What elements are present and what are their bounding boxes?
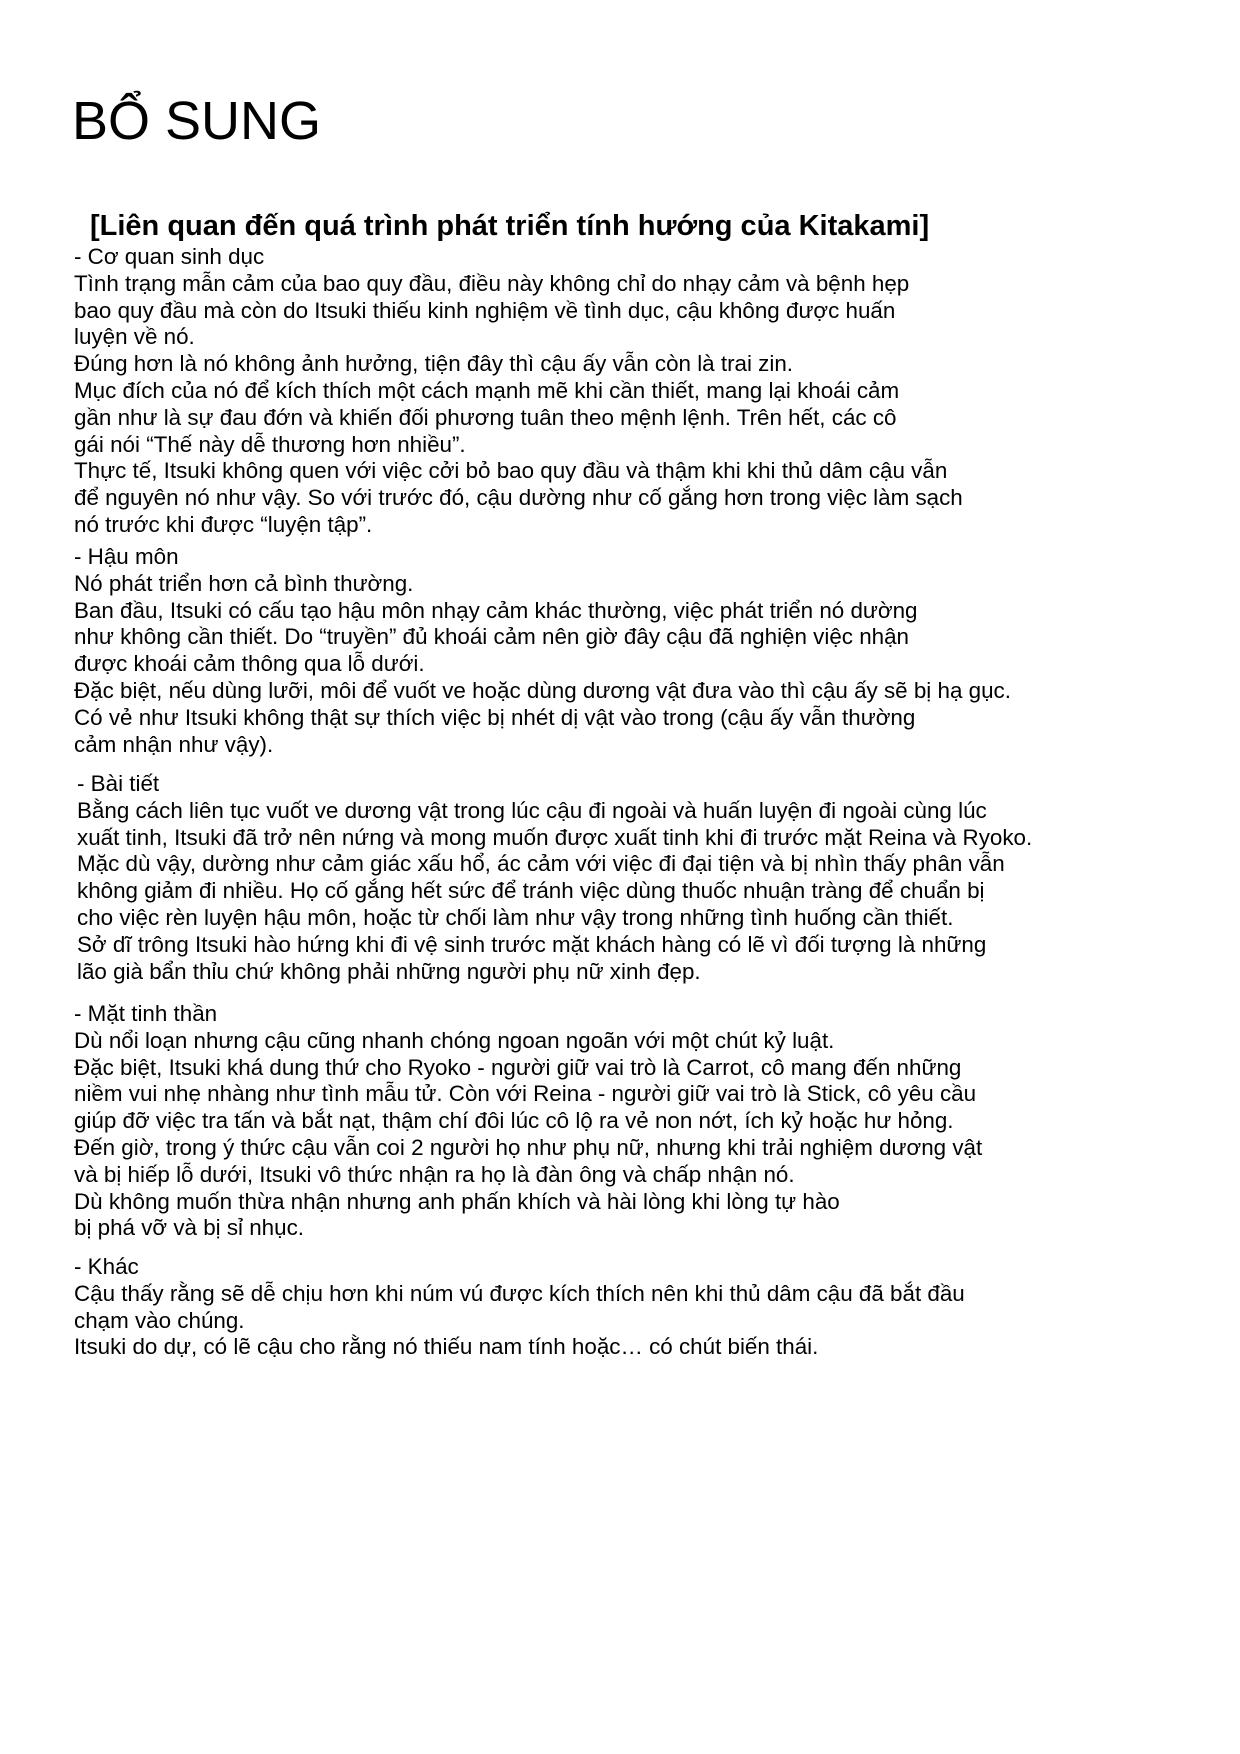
section-heading: - Cơ quan sinh dục: [74, 244, 265, 269]
text-line: gái nói “Thế này dễ thương hơn nhiều”.: [74, 431, 466, 457]
text-line: Đúng hơn là nó không ảnh hưởng, tiện đây thì cậu ấy vẫn còn là trai zin.: [74, 351, 794, 377]
text-line: Có vẻ như Itsuki không thật sự thích việc bị nhét dị vật vào trong (cậu ấy vẫn thường: [74, 704, 916, 730]
section-anus: [74, 544, 1011, 758]
text-line: Thực tế, Itsuki không quen với việc cởi bỏ bao quy đầu và thậm khi khi thủ dâm cậu vẫn: [74, 458, 948, 484]
text-line: luyện về nó.: [74, 324, 195, 350]
section-heading: - Mặt tinh thần: [74, 1001, 218, 1026]
text-line: bị phá vỡ và bị sỉ nhục.: [74, 1215, 305, 1241]
text-line: Dù không muốn thừa nhận nhưng anh phấn khích và hài lòng khi lòng tự hào: [74, 1188, 840, 1214]
text-line: lão già bẩn thỉu chứ không phải những người phụ nữ xinh đẹp.: [77, 958, 701, 984]
text-line: Bằng cách liên tục vuốt ve dương vật trong lúc cậu đi ngoài và huấn luyện đi ngoài cùng lúc: [77, 797, 987, 823]
text-line: Sở dĩ trông Itsuki hào hứng khi đi vệ sinh trước mặt khách hàng có lẽ vì đối tượng là những: [77, 931, 987, 957]
page-title: BỔ SUNG: [72, 91, 322, 151]
text-line: Đặc biệt, nếu dùng lưỡi, môi để vuốt ve hoặc dùng dương vật đưa vào thì cậu ấy sẽ bị hạ gục.: [74, 677, 1011, 703]
section-other: [74, 1254, 965, 1361]
text-line: cảm nhận như vậy).: [74, 731, 274, 757]
text-line: chạm vào chúng.: [74, 1307, 245, 1333]
text-line: cho việc rèn luyện hậu môn, hoặc từ chối làm như vậy trong những tình huống cần thiết.: [77, 904, 954, 930]
text-line: và bị hiếp lỗ dưới, Itsuki vô thức nhận ra họ là đàn ông và chấp nhận nó.: [74, 1161, 795, 1187]
text-line: niềm vui nhẹ nhàng như tình mẫu tử. Còn với Reina - người giữ vai trò là Stick, cô yêu cầu: [74, 1081, 977, 1107]
text-line: giúp đỡ việc tra tấn và bắt nạt, thậm chí đôi lúc cô lộ ra vẻ non nớt, ích kỷ hoặc hư hỏng.: [74, 1108, 954, 1134]
text-line: Cậu thấy rằng sẽ dễ chịu hơn khi núm vú được kích thích nên khi thủ dâm cậu đã bắt đầu: [74, 1280, 965, 1306]
section-heading: - Bài tiết: [77, 771, 160, 796]
section-excretion: [77, 771, 1032, 985]
text-line: Tình trạng mẫn cảm của bao quy đầu, điều này không chỉ do nhạy cảm và bệnh hẹp: [74, 270, 910, 296]
section-heading: - Khác: [74, 1254, 139, 1279]
text-line: Mục đích của nó để kích thích một cách mạnh mẽ khi cần thiết, mang lại khoái cảm: [74, 377, 900, 403]
text-line: gần như là sự đau đớn và khiến đối phương tuân theo mệnh lệnh. Trên hết, các cô: [74, 404, 897, 430]
text-line: Dù nổi loạn nhưng cậu cũng nhanh chóng ngoan ngoãn với một chút kỷ luật.: [74, 1027, 835, 1053]
text-line: Đến giờ, trong ý thức cậu vẫn coi 2 người họ như phụ nữ, nhưng khi trải nghiệm dương vật: [74, 1134, 983, 1160]
page-subtitle: [Liên quan đến quá trình phát triển tính hướng của Kitakami]: [90, 210, 930, 242]
text-line: Mặc dù vậy, dường như cảm giác xấu hổ, ác cảm với việc đi đại tiện và bị nhìn thấy phân vẫn: [77, 851, 1005, 877]
text-line: Nó phát triển hơn cả bình thường.: [74, 570, 414, 596]
text-line: bao quy đầu mà còn do Itsuki thiếu kinh nghiệm về tình dục, cậu không được huấn: [74, 297, 896, 323]
text-line: Đặc biệt, Itsuki khá dung thứ cho Ryoko - người giữ vai trò là Carrot, cô mang đến những: [74, 1054, 962, 1080]
text-line: xuất tinh, Itsuki đã trở nên nứng và mong muốn được xuất tinh khi đi trước mặt Reina và Ryoko.: [77, 824, 1033, 850]
text-line: được khoái cảm thông qua lỗ dưới.: [74, 651, 425, 677]
text-line: để nguyên nó như vậy. So với trước đó, cậu dường như cố gắng hơn trong việc làm sạch: [74, 485, 963, 511]
text-line: Itsuki do dự, có lẽ cậu cho rằng nó thiếu nam tính hoặc… có chút biến thái.: [74, 1334, 819, 1360]
text-line: như không cần thiết. Do “truyền” đủ khoái cảm nên giờ đây cậu đã nghiện việc nhận: [74, 624, 910, 650]
text-line: không giảm đi nhiều. Họ cố gắng hết sức để tránh việc dùng thuốc nhuận tràng để chuẩn bị: [77, 878, 985, 904]
section-mental: [74, 1001, 982, 1242]
section-genitals: [74, 244, 963, 539]
text-line: nó trước khi được “luyện tập”.: [74, 511, 373, 537]
text-line: Ban đầu, Itsuki có cấu tạo hậu môn nhạy cảm khác thường, việc phát triển nó dường: [74, 597, 918, 623]
section-heading: - Hậu môn: [74, 544, 179, 569]
